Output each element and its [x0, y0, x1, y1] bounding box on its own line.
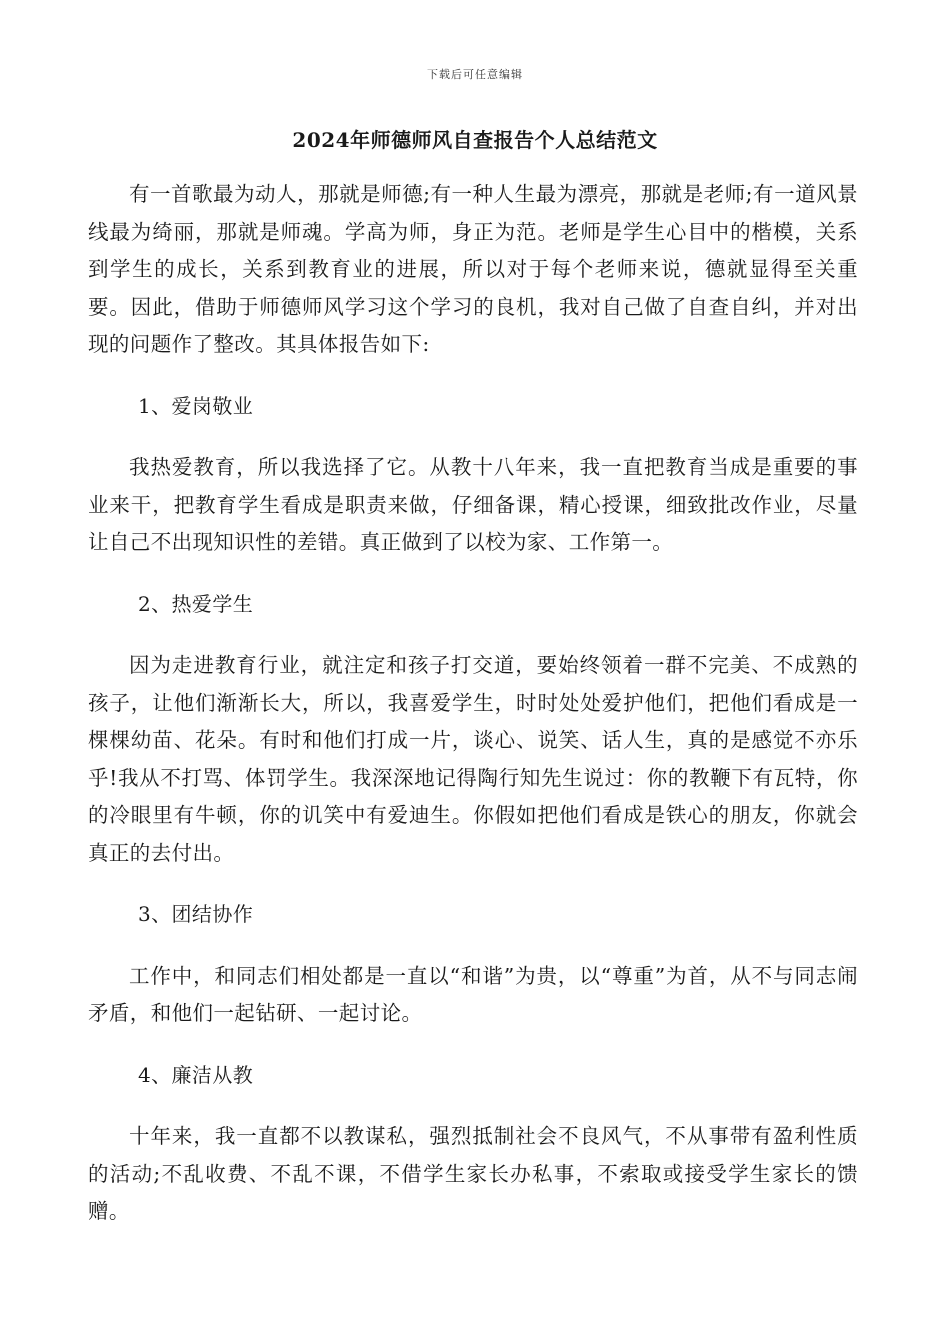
section-paragraph-2: 因为走进教育行业，就注定和孩子打交道，要始终领着一群不完美、不成熟的孩子，让他们渐渐长大，所以，我喜爱学生，时时处处爱护他们，把他们看成是一棵棵幼苗、花朵。有时和他们打成一片，谈心、说笑、话人生，真的是感觉不亦乐乎!我从不打骂、体罚学生。我深深地记得陶行知先生说过：你的教鞭下有瓦特，你的冷眼里有牛顿，你的讥笑中有爱迪生。你假如把他们看成是铁心的朋友，你就会真正的去付出。: [88, 653, 858, 865]
intro-paragraph: 有一首歌最为动人，那就是师德;有一种人生最为漂亮，那就是老师;有一道风景线最为绮丽，那就是师魂。学高为师，身正为范。老师是学生心目中的楷模，关系到学生的成长，关系到教育业的进展，所以对于每个老师来说，德就显得至关重要。因此，借助于师德师风学习这个学习的良机，我对自己做了自查自纠，并对出现的问题作了整改。其具体报告如下:: [88, 182, 858, 356]
document-title: 2024年师德师风自查报告个人总结范文: [292, 128, 658, 152]
section-heading-1: 1、爱岗敬业: [138, 393, 254, 418]
header-note: 下载后可任意编辑: [427, 68, 523, 81]
section-heading-3: 3、团结协作: [138, 902, 254, 926]
section-heading-2: 2、热爱学生: [138, 591, 254, 616]
document-body: [88, 176, 858, 1231]
section-paragraph-4: 十年来，我一直都不以教谋私，强烈抵制社会不良风气，不从事带有盈利性质的活动;不乱收费、不乱不课，不借学生家长办私事，不索取或接受学生家长的馈赠。: [88, 1124, 858, 1223]
section-paragraph-3: 工作中，和同志们相处都是一直以“和谐”为贵，以“尊重”为首，从不与同志闹矛盾，和他们一起钻研、一起讨论。: [88, 963, 858, 1025]
section-paragraph-1: 我热爱教育，所以我选择了它。从教十八年来，我一直把教育当成是重要的事业来干，把教育学生看成是职责来做，仔细备课，精心授课，细致批改作业，尽量让自己不出现知识性的差错。真正做到了以校为家、工作第一。: [88, 455, 858, 554]
section-heading-4: 4、廉洁从教: [138, 1062, 254, 1087]
